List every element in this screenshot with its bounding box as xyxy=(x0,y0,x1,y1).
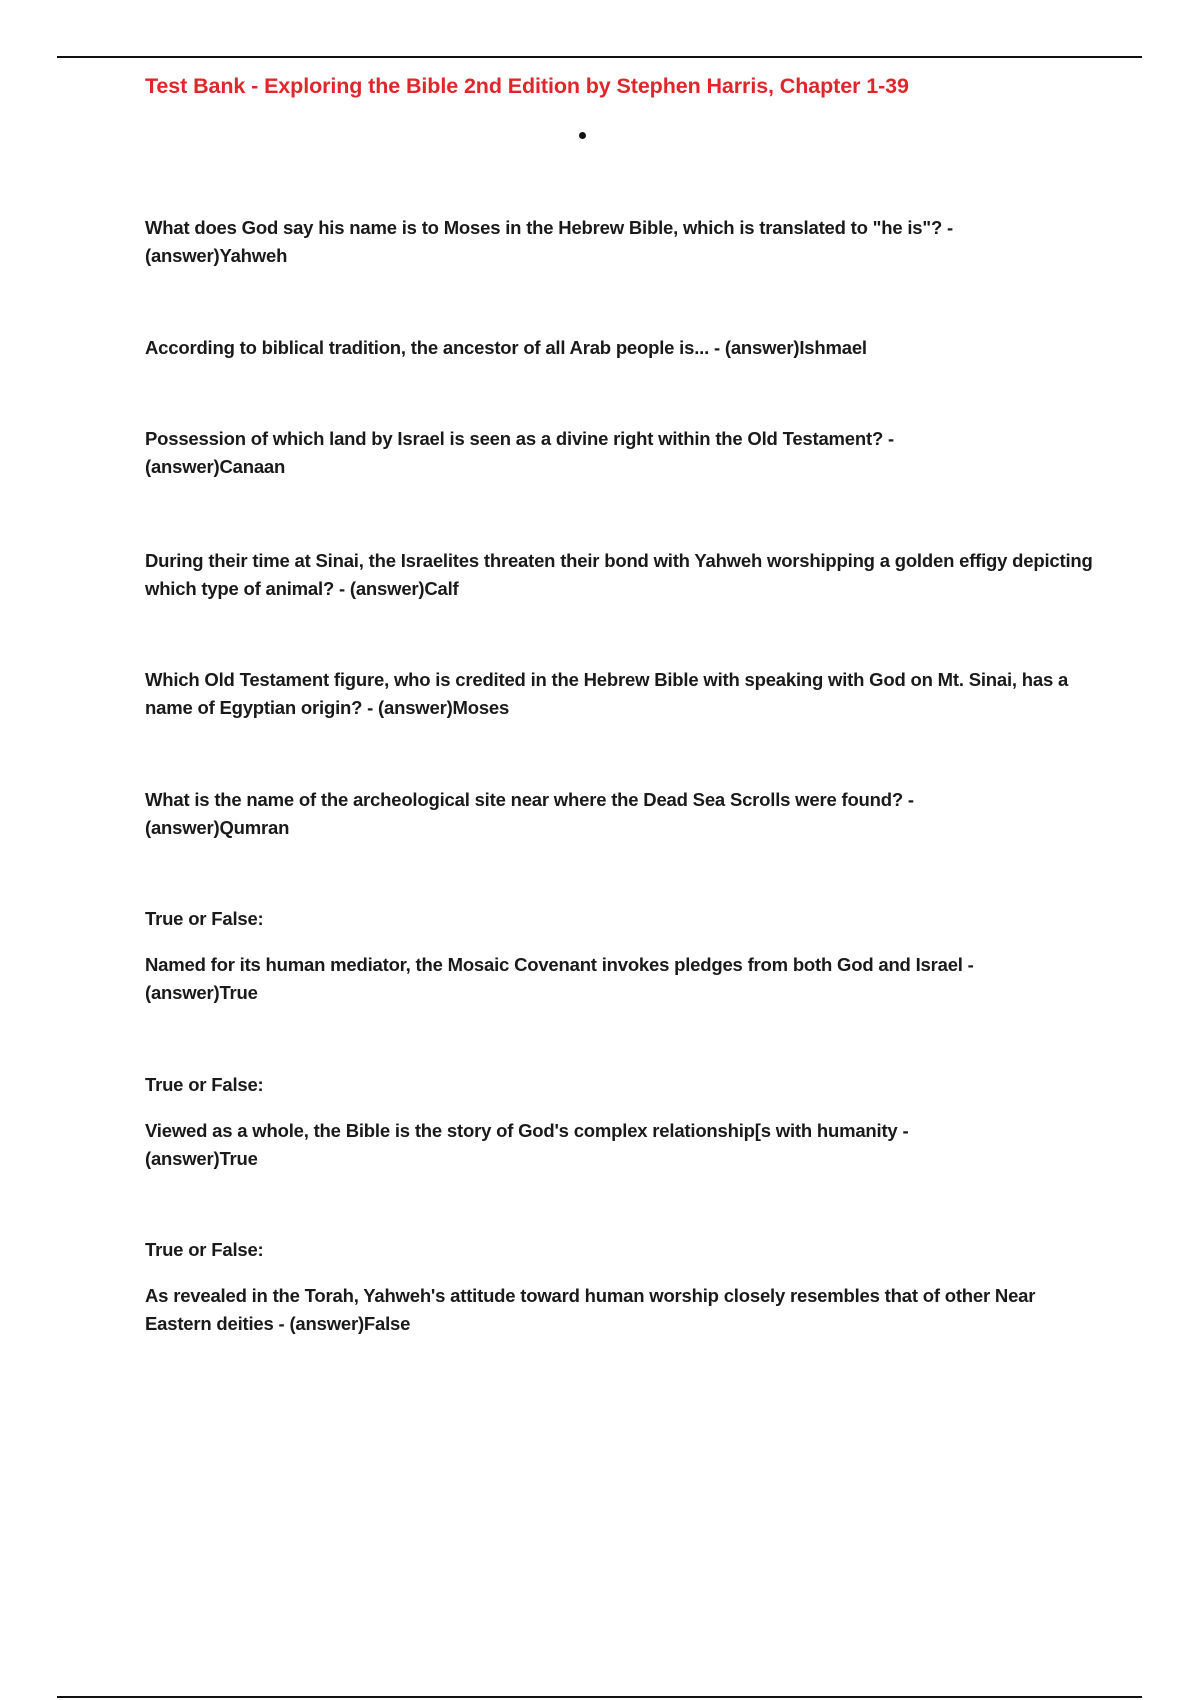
true-false-label-3: True or False: xyxy=(145,1239,264,1260)
question-5: Which Old Testament figure, who is credited in the Hebrew Bible with speaking with God on Mt. Sinai, has a name of Egyptian origin? - (answer)Moses xyxy=(145,669,1069,718)
question-8: Viewed as a whole, the Bible is the story of God's complex relationship[s with humanity - (answer)True xyxy=(145,1120,909,1169)
question-9: As revealed in the Torah, Yahweh's attitude toward human worship closely resembles that of other Near Eastern deities - (answer)False xyxy=(145,1285,1036,1334)
question-3: Possession of which land by Israel is seen as a divine right within the Old Testament? - (answer)Canaan xyxy=(145,428,894,477)
question-1: What does God say his name is to Moses in the Hebrew Bible, which is translated to "he is"? - (answer)Yahweh xyxy=(145,217,953,266)
question-6: What is the name of the archeological site near where the Dead Sea Scrolls were found? - (answer)Qumran xyxy=(145,789,914,838)
document-title: Test Bank - Exploring the Bible 2nd Edition by Stephen Harris, Chapter 1-39 xyxy=(145,74,909,98)
bullet-marker xyxy=(579,132,586,139)
question-2: According to biblical tradition, the ancestor of all Arab people is... - (answer)Ishmael xyxy=(145,337,867,358)
true-false-label-1: True or False: xyxy=(145,908,264,929)
question-4: During their time at Sinai, the Israelites threaten their bond with Yahweh worshipping a golden effigy depicting which type of animal? - (answer)Calf xyxy=(145,550,1093,599)
question-7: Named for its human mediator, the Mosaic Covenant invokes pledges from both God and Israel - (answer)True xyxy=(145,954,974,1003)
top-rule xyxy=(57,56,1142,58)
bottom-rule xyxy=(57,1696,1142,1698)
true-false-label-2: True or False: xyxy=(145,1074,264,1095)
